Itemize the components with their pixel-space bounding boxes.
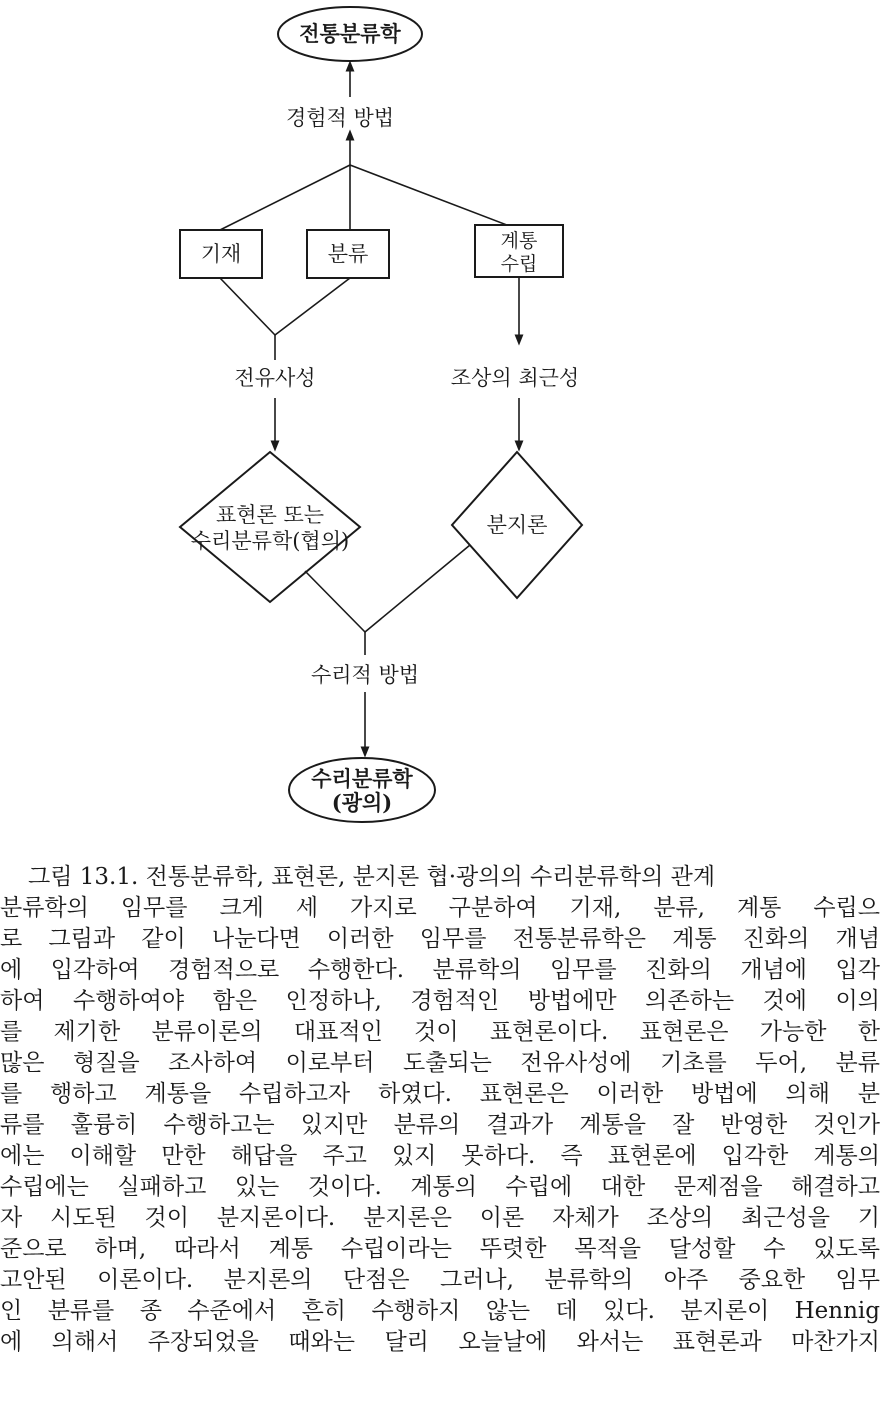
body-text-line: 분류학의 임무를 크게 세 가지로 구분하여 기재, 분류, 계통 수립으: [0, 895, 880, 921]
classification-label: 분류: [327, 242, 369, 266]
figure-caption-and-body: [0, 862, 880, 1358]
figure-caption-title: 그림 13.1. 전통분류학, 표현론, 분지론 협·광의의 수리분류학의 관계: [28, 864, 716, 890]
phylogeny-label-line1: 계통: [500, 230, 538, 252]
phylogeny-label-line2: 수립: [500, 253, 538, 275]
numerical-taxonomy-label-line1: 수리분류학: [311, 766, 413, 791]
body-text-line: 하여 수행하여야 함은 인정하나, 경험적인 방법에만 의존하는 것에 이의: [0, 988, 880, 1014]
body-text-line: 에 입각하여 경험적으로 수행한다. 분류학의 임무를 진화의 개념에 입각: [0, 957, 880, 983]
body-text-line: 를 행하고 계통을 수립하고자 하였다. 표현론은 이러한 방법에 의해 분: [0, 1081, 880, 1107]
phenetics-diamond: [180, 452, 360, 602]
description-label: 기재: [200, 242, 242, 266]
body-text-line: 에는 이해할 만한 해답을 주고 있지 못하다. 즉 표현론에 입각한 계통의: [0, 1143, 880, 1169]
body-text-line: 류를 훌륭히 수행하고는 있지만 분류의 결과가 계통을 잘 반영한 것인가: [0, 1112, 880, 1138]
body-text-line: 인 분류를 종 수준에서 흔히 수행하지 않는 데 있다. 분지론이 Hennig: [0, 1298, 880, 1324]
converge-lines-left: [220, 278, 350, 360]
mathematical-method-label: 수리적 방법: [310, 663, 420, 687]
body-text-line: 자 시도된 것이 분지론이다. 분지론은 이론 자체가 조상의 최근성을 기: [0, 1205, 880, 1231]
body-text-line: 고안된 이론이다. 분지론의 단점은 그러나, 분류학의 아주 중요한 임무: [0, 1267, 880, 1293]
body-text-line: 로 그림과 같이 나눈다면 이러한 임무를 전통분류학은 계통 진화의 개념: [0, 926, 880, 952]
phenetics-label-line2: 수리분류학(협의): [190, 529, 350, 553]
numerical-taxonomy-label-line2: (광의): [331, 790, 393, 815]
body-text-line: 에 의해서 주장되었을 때와는 달리 오늘날에 와서는 표현론과 마찬가지: [0, 1329, 880, 1355]
body-text-line: 준으로 하며, 따라서 계통 수립이라는 뚜렷한 목적을 달성할 수 있도록: [0, 1236, 880, 1262]
body-text-line: 많은 형질을 조사하여 이로부터 도출되는 전유사성에 기초를 두어, 분류: [0, 1050, 880, 1076]
overall-similarity-label: 전유사성: [234, 366, 316, 390]
cladistics-label: 분지론: [486, 513, 548, 537]
body-text-line: 수립에는 실패하고 있는 것이다. 계통의 수립에 대한 문제점을 해결하고: [0, 1174, 880, 1200]
body-text-line: 를 제기한 분류이론의 대표적인 것이 표현론이다. 표현론은 가능한 한: [0, 1019, 880, 1045]
converge-lines-bottom: [305, 545, 470, 632]
phenetics-label-line1: 표현론 또는: [215, 503, 325, 527]
recent-ancestry-label: 조상의 최근성: [450, 366, 580, 390]
empirical-method-label: 경험적 방법: [285, 106, 395, 130]
junction-fan-lines: [220, 165, 520, 230]
traditional-taxonomy-label: 전통분류학: [299, 21, 401, 46]
